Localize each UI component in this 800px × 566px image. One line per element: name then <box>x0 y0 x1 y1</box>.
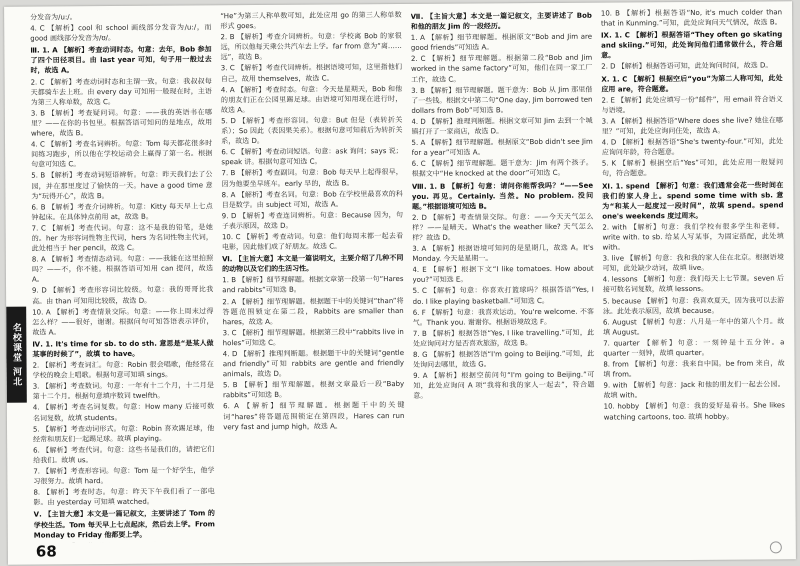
answer-paragraph: 8. G 【解析】根据答语“I'm going to Beijing.”可知，此处询问去哪里，故选 G。 <box>412 349 595 370</box>
answer-paragraph: 10. hobby 【解析】句意：我的爱好是看书。She likes watching cartoons, too. 故填 hobby。 <box>603 401 785 422</box>
answer-paragraph: 6. August 【解析】句意：八月是一年中的第八个月。故填 August。 <box>603 317 785 337</box>
answer-paragraph: 4. D 【解析】推理判断题。根据题干中的关键词“gentle and friendly”可知 rabbits are gentle and friendly animals，故选 D。 <box>222 348 405 379</box>
answer-paragraph: 4. A 【解析】考查时态。句意：今天是星期天，Bob 和他的朋友们正在公园里踢足球。由语境可知用现在进行时，故选 A。 <box>220 84 403 115</box>
answer-paragraph: “He”为第三人称单数可知，此处应用 go 的第三人称单数形式 goes。 <box>220 10 402 31</box>
answer-paragraph: 3. A 【解析】根据答语“Where does she live? 她住在哪里？”可知，此处应询问住处，故选 A。 <box>601 116 783 136</box>
answer-paragraph: 1. B 【解析】细节理解题。根据文章第一段第一句“Hares and rabbits”可知选 B。 <box>222 275 404 295</box>
column-4 <box>601 7 786 538</box>
answer-paragraph: 9. D 【解析】考查形容词比较级。句意：我的哥哥比我高。由 than 可知用比较级，故选 D。 <box>32 285 214 306</box>
answer-paragraph: 7. C 【解析】考查代词。句意：这不是我的铅笔，是她的。her 为形容词性物主代词，hers 为名词性物主代词，此处相当于 her pencil，故选 C。 <box>31 223 213 253</box>
answer-paragraph: Ⅶ. 【主旨大意】本文是一篇记叙文，主要讲述了 Bob 和他的朋友 Jim 的一段经历。 <box>410 11 592 32</box>
answer-paragraph: 3. B 【解析】细节理解题。题干意为：Bob 从 Jim 那里借了一些钱。根据文中第二句“One day, Jim borrowed ten dollars from Bob”可知选 B。 <box>411 85 593 115</box>
answer-paragraph: 6. C 【解析】考查动词短语。句意：ask 询问；says 说；speak 讲。根据句意可知选 C。 <box>221 147 403 167</box>
answer-paragraph: 9. D 【解析】考查连词辨析。句意：Because 因为，句子表示原因，故选 D。 <box>221 210 404 231</box>
answer-paragraph: 4. lessons 【解析】句意：我们每天上七节课。seven 后接可数名词复数，故填 lessons。 <box>602 274 785 295</box>
answer-paragraph: 3. B 【解析】考查疑问词。句意：——我的英语书在哪里？——在你的书包里。根据答语可知问的是地点，故用 where，故选 B。 <box>30 108 213 138</box>
column-2 <box>220 10 405 541</box>
answer-paragraph: 5. B 【解析】考查动词短语辨析。句意：昨天我们去了公园，并在那里度过了愉快的一天。have a good time 意为“玩得开心”，故选 B。 <box>31 170 213 201</box>
answer-paragraph: 2. E 【解析】此处应填写一份“邮件”，用 email 符合语义与语境。 <box>601 95 783 115</box>
answer-key-page <box>4 1 796 564</box>
answer-paragraph: 8. A 【解析】考查名词。句意：Bob 在学校里最喜欢的科目是数学。由 subject 可知，故选 A。 <box>221 189 403 209</box>
answer-paragraph: 5. 【解析】考查动词形式。句意：Robin 喜欢踢足球，他经常和朋友们一起踢足球。故填 playing。 <box>32 423 215 444</box>
answer-paragraph: 9. A 【解析】根据空前问句“I'm going to Beijing.”可知，此处应询问 A 项“我将和我的家人一起去”，符合题意。 <box>413 370 595 401</box>
answer-paragraph: 4. D 【解析】根据答语“She's twenty-four.”可知，此处应询问年龄，符合题意。 <box>601 137 784 157</box>
answer-paragraph: 2. A 【解析】细节理解题。根据题干中的关键词“than”将答题范围锁定在第二段，Rabbits are smaller than hares，故选 A。 <box>222 296 404 326</box>
answer-paragraph: 2. with 【解析】句意：我们学校有很多学生和老师。write with. to sb. 给某人写某事，为固定搭配，此处填 with。 <box>602 222 784 252</box>
answer-paragraph: 3. C 【解析】细节理解题。根据第三段中“rabbits live in holes”可知选 C。 <box>222 327 404 348</box>
answer-paragraph: Ⅹ. 1. C 【解析】根据空后“you”为第二人称可知，此处应用 are，符合题意。 <box>601 73 783 94</box>
column-3 <box>411 9 596 540</box>
side-tab-label: 名校课堂 河北 <box>6 307 27 403</box>
answer-paragraph: 2. D 【解析】考查情景交际。句意：——今天天气怎么样？——是晴天。What's the weather like? 天气怎么样？故选 D。 <box>412 212 594 242</box>
answer-paragraph: 3. 【解析】考查数词。句意：一年有十二个月，十二月是第十二个月。根据句意填序数词 twelfth。 <box>32 381 214 401</box>
answer-paragraph <box>34 540 215 543</box>
answer-paragraph: 3. A 【解析】根据语境可知问的是星期几，故选 A。It's Monday. 今天是星期一。 <box>412 243 594 264</box>
answer-paragraph: 6. F 【解析】句意：我喜欢运动。You're welcome. 不客气。Thank you. 谢谢你。根据语境故选 F。 <box>412 307 594 327</box>
answer-paragraph: Ⅴ. 【主旨大意】本文是一篇记叙文，主要讲述了 Tom 的学校生活。Tom 每天早上七点起床，然后去上学。From Monday to Friday 他都要上学。 <box>33 509 215 540</box>
answer-paragraph: 3. C 【解析】考查代词辨析。根据语境可知，这里指他们自己，故用 themselves，故选 C。 <box>220 63 403 83</box>
answer-paragraph: 2. D 【解析】根据答语可知，此处询问时间，故选 D。 <box>601 61 773 72</box>
answer-paragraph: 2. C 【解析】考查动词时态和主谓一致。句意：我叔叔每天都骑车去上班。由 every day 可知用一般现在时，主语为第三人称单数，故选 C。 <box>30 76 212 107</box>
answer-paragraph: 7. B 【解析】考查副词。句意：Bob 每天早上起得很早，因为他要坐早班车。early 早的，故选 B。 <box>221 168 403 188</box>
answer-paragraph: 2. C 【解析】细节理解题。根据第二段“Bob and Jim worked in the same factory”可知，他们在同一家工厂工作，故选 C。 <box>410 54 593 84</box>
answer-paragraph: Ⅳ. 1. It's time for sb. to do sth. 意思是“是某人做某事的时候了”，故填 to have。 <box>32 339 214 359</box>
answer-paragraph: 5. B 【解析】细节理解题。根据文章最后一段“Baby rabbits”可知选 B。 <box>222 380 405 400</box>
answer-paragraph: Ⅸ. 1. C 【解析】根据答语“They often go skating and skiing.”可知，此处询问他们通常做什么，符合题意。 <box>601 30 783 60</box>
answer-paragraph: 10. C 【解析】考查动词。句意：他们每周末都一起去看电影，因此他们成了好朋友。故选 C。 <box>221 231 404 252</box>
answer-paragraph: 8. A 【解析】考查情态动词。句意：——我能在这里拍照吗？——不，你不能。根据答语可知用 can 提问，故选 A。 <box>31 254 214 284</box>
answer-paragraph: 6. A 【解析】细节理解题。根据题干中的关键词“hares”将答题范围锁定在第四段，Hares can run very fast and jump high，故选 A。 <box>223 401 405 431</box>
answer-paragraph: 7. quarter 【解析】句意：一刻钟是十五分钟。a quarter 一刻钟，故填 quarter。 <box>603 338 785 358</box>
answer-paragraph: Ⅺ. 1. spend 【解析】句意：我们通常会花一些时间在我们的家人身上。spend some time with sb. 意为“和某人一起度过一段时间”，故填 spend。spend one's weekends 度过周末。 <box>602 180 784 221</box>
answer-paragraph: 9. with 【解析】句意：Jack 和他的朋友们一起去公园。故填 with。 <box>603 380 785 400</box>
answer-paragraph: 分发音为/u:/。 <box>30 13 77 22</box>
answer-paragraph: Ⅷ. 1. B 【解析】句意：请问你能帮我吗？“——See you. 再见。Certainly. 当然。No problem. 没问题。”根据语境可知选 B。 <box>411 181 594 211</box>
answer-paragraph: 2. 【解析】考查词汇。句意：Robin 很会唱歌，他经常在学校的晚会上唱歌。根据句意可知填 sings。 <box>32 360 214 380</box>
answer-paragraph: 5. C 【解析】句意：你喜欢打篮球吗？根据答语“Yes, I do. I like playing basketball.”可知选 C。 <box>412 286 594 306</box>
answer-paragraph: 7. B 【解析】根据答语“Yes, I like travelling.”可知，此处应询问对方是否喜欢旅游，故选 B。 <box>412 328 595 348</box>
answer-paragraph: 2. B 【解析】考查介词辨析。句意：学校离 Bob 的家很远，所以他每天乘公共汽车去上学。far from 意为“离……远”，故选 B。 <box>220 32 402 62</box>
answer-paragraph: 10. A 【解析】考查情景交际。句意：——你上周末过得怎么样？——很好，谢谢。根据问句可知答语表示评价，故选 A。 <box>32 306 214 337</box>
page-number: 68 <box>35 542 57 561</box>
answer-paragraph: 5. D 【解析】考查形容词。句意：But 但是（表转折关系）；So 因此（表因果关系）。根据句意可知前后为转折关系，故选 D。 <box>221 115 403 146</box>
answer-paragraph: 6. 【解析】考查代词。句意：这些书是我们的，请把它们给我们。故填 us。 <box>33 445 215 465</box>
answer-paragraph: 4. C 【解析】考查名词辨析。句意：Tom 每天都花很多时间练习跑步，所以他在学校运动会上赢得了第一名。根据句意可知选 C。 <box>30 139 213 169</box>
footer-circle-mark <box>770 541 782 553</box>
answer-paragraph: 8. 【解析】考查时态。句意：昨天下午我们看了一部电影。由 yesterday 可知填 watched。 <box>33 487 215 507</box>
answer-paragraph: Ⅵ. 【主旨大意】本文是一篇说明文，主要介绍了几种不同的动物以及它们的生活习性。 <box>222 254 404 274</box>
answer-paragraph: 3. live 【解析】句意：我和我的家人住在北京。根据语境可知，此处缺少动词，故填 live。 <box>602 253 784 273</box>
answer-paragraph: 5. K 【解析】根据空后“Yes”可知，此处应用一般疑问句，符合题意。 <box>601 158 784 178</box>
answer-paragraph: 8. from 【解析】句意：我来自中国。be from 来自，故填 from。 <box>603 359 785 379</box>
answer-paragraph: 4. D 【解析】推理判断题。根据文章可知 Jim 去到一个城镇打开了一家商店，故选 D。 <box>411 116 593 136</box>
answer-paragraph: 6. C 【解析】细节理解题。题干意为：Jim 有两个孩子。根据文中“He knocked at the door”可知选 C。 <box>411 158 593 179</box>
answer-paragraph: 10. B 【解析】根据答语“No, it's much colder than that in Kunming.”可知，此处应询问天气情况，故选 B。 <box>600 8 783 28</box>
answer-paragraph: 4. 【解析】考查名词复数。句意：How many 后接可数名词复数，故填 students。 <box>32 402 215 423</box>
answer-paragraph: 1. A 【解析】细节理解题。根据原文“Bob and Jim are good friends”可知选 A。 <box>410 32 593 53</box>
answer-paragraph: 4. C 【解析】cool 和 school 画线部分发音为/u:/，而 good 画线部分发音为/ʊ/。 <box>30 23 212 43</box>
text-columns <box>30 7 786 542</box>
answer-paragraph: 4. E 【解析】根据下文“I like tomatoes. How about you?”可知选 E。 <box>412 264 594 285</box>
column-1 <box>30 11 215 542</box>
answer-paragraph: 7. 【解析】考查形容词。句意：Tom 是一个好学生，他学习很努力。故填 hard。 <box>33 466 215 486</box>
answer-paragraph: 6. B 【解析】考查介词辨析。句意：Kitty 每天早上七点钟起床。在具体钟点前用 at，故选 B。 <box>31 201 213 222</box>
answer-paragraph: 5. A 【解析】细节理解题。根据原文“Bob didn't see Jim for a year”可知选 A。 <box>411 137 593 158</box>
answer-paragraph: Ⅲ. 1. A 【解析】考查动词时态。句意：去年，Bob 参加了四个田径项目。由 last year 可知，句子用一般过去时，故选 A。 <box>30 45 212 76</box>
answer-paragraph: 5. because 【解析】句意：我喜欢夏天，因为我可以去游泳。此处表示原因，故填 because。 <box>602 295 785 316</box>
